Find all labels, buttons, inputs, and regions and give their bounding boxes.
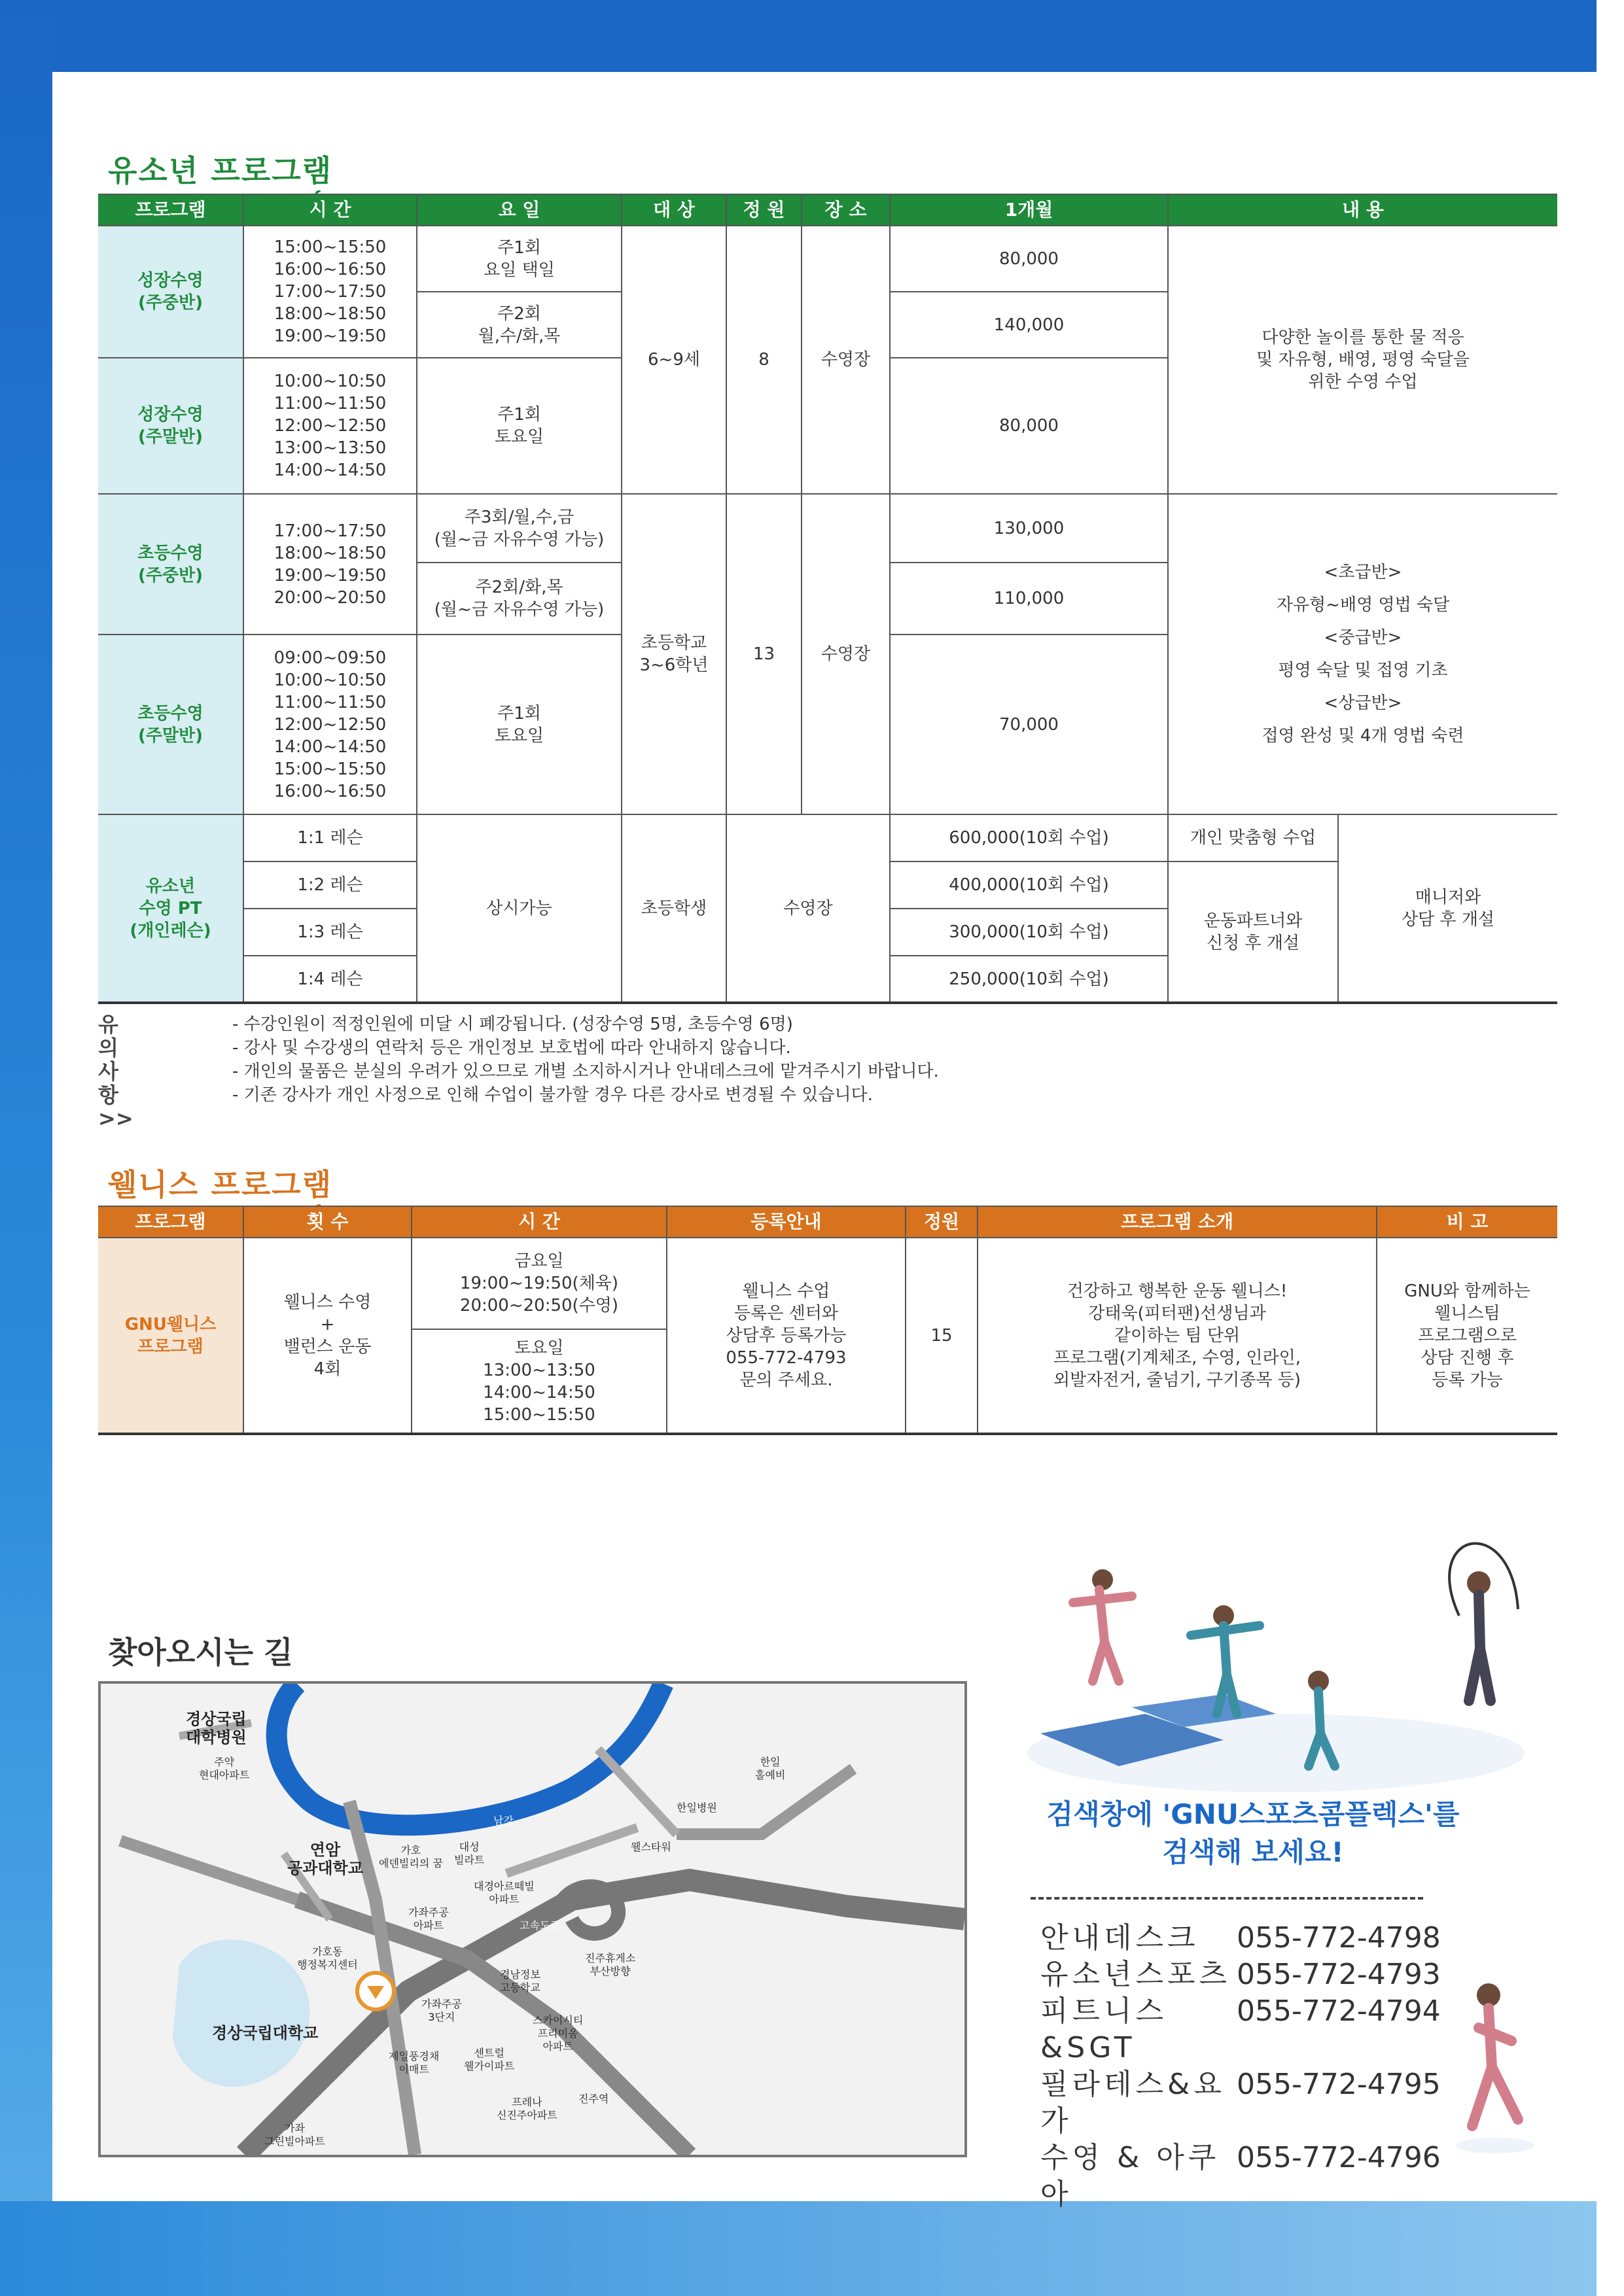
- program-name: 초등수영 (주말반): [98, 635, 243, 814]
- map-label-welsta: [631, 1841, 671, 1854]
- notes-list: [232, 1013, 1214, 1107]
- header-capacity: 정 원: [726, 194, 802, 226]
- price-cell: 250,000(10회 수업): [890, 956, 1168, 1003]
- time-list: [243, 494, 417, 635]
- time-slot: 11:00~11:50: [274, 394, 387, 413]
- map-label-text: 프레나 신진주아파트: [497, 2096, 557, 2121]
- lesson-cell: 1:3 레슨: [243, 909, 417, 956]
- time-list: [243, 226, 417, 358]
- page-frame-top: [0, 0, 1624, 72]
- time-slot: 16:00~16:50: [274, 781, 387, 801]
- wellness-title-text: 웰니스 프로그램: [108, 1167, 333, 1202]
- lesson-cell: 1:1 레슨: [243, 814, 417, 861]
- table-row: [98, 226, 1557, 292]
- map-label-text: 진주휴게소 부산방향: [585, 1952, 636, 1977]
- level-heading: <중급반>: [1324, 628, 1402, 648]
- table-row: [98, 494, 1557, 563]
- place-cell: 수영장: [726, 814, 890, 1003]
- count-cell: 웰니스 수영 + 밸런스 운동 4회: [243, 1238, 412, 1434]
- map-label-highway: [520, 1919, 560, 1932]
- map-label-text: 센트럴 웰가이파트: [464, 2047, 515, 2072]
- map-label-text: 연암 공과대학교: [287, 1841, 363, 1877]
- price-cell: 80,000: [890, 226, 1168, 292]
- content-cell: 운동파트너와 신청 후 개설: [1168, 861, 1338, 1003]
- program-name: 초등수영 (주중반): [98, 494, 243, 635]
- list-item: - 개인의 물품은 분실의 우려가 있으므로 개별 소지하시거나 안내데스크에 맡겨주시기 바랍니다.: [232, 1062, 939, 1081]
- contact-name: 수영 & 아쿠아: [1040, 2141, 1220, 2211]
- header-capacity: 정원: [906, 1206, 978, 1238]
- map-label-text: 가좌주공 3단지: [421, 1998, 462, 2023]
- time-slot: 09:00~09:50: [274, 648, 387, 668]
- contact-number: 055-772-4794: [1237, 1994, 1441, 2028]
- program-name: 성장수영 (주중반): [98, 226, 243, 358]
- time-slot: 15:00~15:50: [274, 759, 387, 779]
- time-slot: 19:00~19:50: [274, 565, 387, 585]
- page-frame-bottom: [0, 2201, 1624, 2296]
- wellness-section-title: [108, 1161, 332, 1204]
- youth-section-title: [108, 147, 332, 190]
- map-label-river: [493, 1815, 514, 1828]
- price-cell: 130,000: [890, 494, 1168, 563]
- day-cell: 주2회/화,목 (월~금 자유수영 가능): [417, 563, 622, 635]
- table-row: [98, 814, 1557, 861]
- header-time: 시 간: [243, 194, 417, 226]
- content-cell: [1168, 494, 1557, 814]
- time-slot: 15:00~15:50: [274, 237, 387, 257]
- price-cell: 80,000: [890, 358, 1168, 494]
- map-label-jua: [199, 1756, 249, 1782]
- day-cell: 상시가능: [417, 814, 622, 1003]
- map-label-text: 제일풍경채 이매트: [389, 2050, 440, 2076]
- map-label-text: 경남정보 고등학교: [500, 1968, 540, 1994]
- header-count: 횟 수: [243, 1206, 412, 1238]
- map-label-gnu: [212, 2024, 318, 2042]
- search-promo-text: 검색창에 'GNU스포츠콤플렉스'를 검색해 보세요!: [1046, 1798, 1460, 1868]
- day-cell: 주2회 월,수/화,목: [417, 292, 622, 358]
- header-intro: 프로그램 소개: [978, 1206, 1377, 1238]
- map-title: 찾아오시는 길: [108, 1635, 293, 1670]
- header-content: 내 용: [1168, 194, 1557, 226]
- wellness-header-row: [98, 1206, 1557, 1238]
- price-cell: 140,000: [890, 292, 1168, 358]
- program-name: 성장수영 (주말반): [98, 358, 243, 494]
- contact-number: 055-772-4793: [1237, 1958, 1441, 1991]
- map-label-text: 경상국립 대학병원: [186, 1710, 247, 1747]
- day-cell: 주1회 토요일: [417, 635, 622, 814]
- map-label-sky: [533, 2014, 583, 2053]
- map-label-text: 주약 현대아파트: [199, 1756, 250, 1781]
- day-cell: 주3회/월,수,금 (월~금 자유수영 가능): [417, 494, 622, 563]
- program-name: GNU웰니스 프로그램: [98, 1238, 243, 1434]
- time-slot: 13:00~13:50: [274, 438, 387, 458]
- content-cell: 개인 맞춤형 수업: [1168, 814, 1338, 861]
- time-slot: 11:00~11:50: [274, 692, 387, 712]
- time-slot: 16:00~16:50: [274, 260, 387, 279]
- map-label-gahodong: [297, 1945, 358, 1972]
- list-item: - 강사 및 수강생의 연락처 등은 개인정보 보호법에 따라 안내하지 않습니다.: [232, 1038, 791, 1058]
- time-list: [243, 358, 417, 494]
- youth-header-row: [98, 194, 1557, 226]
- map-label-central: [464, 2047, 514, 2073]
- price-cell: 400,000(10회 수업): [890, 861, 1168, 909]
- level-desc: 평영 숙달 및 접영 기초: [1278, 661, 1448, 680]
- time-slot: 14:00~14:50: [274, 461, 387, 480]
- map-label-text: 가좌주공 아파트: [408, 1906, 449, 1932]
- map-label-yeonam: [287, 1841, 363, 1877]
- map-label-gyeongnam: [500, 1968, 540, 1994]
- level-desc: 접영 완성 및 4개 영법 숙련: [1262, 726, 1464, 746]
- divider-dashed: [1031, 1897, 1423, 1900]
- lesson-cell: 1:4 레슨: [243, 956, 417, 1003]
- map-label-text: 고속도로: [520, 1919, 560, 1932]
- lesson-cell: 1:2 레슨: [243, 861, 417, 909]
- map-label-gaho: [379, 1844, 443, 1870]
- time-slot: 17:00~17:50: [274, 282, 387, 302]
- header-place: 장 소: [802, 194, 890, 226]
- day-cell: 주1회 토요일: [417, 358, 622, 494]
- contact-row: [1040, 2066, 1441, 2140]
- time-slot: 18:00~18:50: [274, 304, 387, 324]
- target-cell: 초등학교 3~6학년: [622, 494, 726, 814]
- map-label-jinju-station: [578, 2093, 609, 2106]
- map-label-hospital: [186, 1710, 247, 1747]
- price-cell: 110,000: [890, 563, 1168, 635]
- time-slot: 10:00~10:50: [274, 670, 387, 690]
- capacity-cell: 8: [726, 226, 802, 494]
- content-cell: 매니저와 상담 후 개설: [1338, 814, 1557, 1003]
- header-target: 대 상: [622, 194, 726, 226]
- target-cell: 초등학생: [622, 814, 726, 1003]
- header-monthly: 1개월: [890, 194, 1168, 226]
- map-label-daeseong: [454, 1841, 484, 1867]
- price-cell: 600,000(10회 수업): [890, 814, 1168, 861]
- contact-row: [1040, 1993, 1441, 2066]
- time-slot: 14:00~14:50: [274, 737, 387, 757]
- header-day: 요 일: [417, 194, 622, 226]
- header-program: 프로그램: [98, 194, 243, 226]
- fitness-people-illustration: [1001, 1518, 1538, 1792]
- contact-row: [1040, 2140, 1441, 2213]
- friday-time-cell: 금요일 19:00~19:50(체육) 20:00~20:50(수영): [412, 1238, 667, 1329]
- contact-row: [1040, 1957, 1441, 1993]
- map-label-hanil: [677, 1801, 717, 1815]
- capacity-cell: 15: [906, 1238, 978, 1434]
- header-program: 프로그램: [98, 1206, 243, 1238]
- runner-illustration: [1439, 1969, 1544, 2165]
- header-note: 비 고: [1377, 1206, 1557, 1238]
- time-slot: 12:00~12:50: [274, 416, 387, 436]
- table-row: [98, 1238, 1557, 1329]
- program-name: 유소년 수영 PT (개인레슨): [98, 814, 243, 1003]
- map-label-text: 대성 빌라트: [454, 1841, 485, 1866]
- notes-label: 유의사항>>: [98, 1012, 133, 1131]
- time-list: [243, 635, 417, 814]
- map-label-text: 진주역: [578, 2093, 609, 2105]
- contact-name: 유소년스포츠: [1040, 1958, 1231, 1991]
- place-cell: 수영장: [802, 226, 890, 494]
- place-cell: 수영장: [802, 494, 890, 814]
- contact-number: 055-772-4796: [1237, 2141, 1441, 2174]
- page-frame-left: [0, 0, 52, 2296]
- note-cell: GNU와 함께하는 웰니스팀 프로그램으로 상담 진행 후 등록 가능: [1377, 1238, 1557, 1434]
- contact-name: 필라테스&요가: [1040, 2068, 1226, 2138]
- map-label-text: 웰스타워: [631, 1841, 671, 1853]
- header-register: 등록안내: [667, 1206, 906, 1238]
- map-label-gajwa-green: [264, 2122, 325, 2148]
- header-time: 시 간: [412, 1206, 667, 1238]
- contact-name: 안내데스크: [1040, 1921, 1199, 1955]
- level-heading: <초급반>: [1324, 563, 1402, 582]
- time-slot: 20:00~20:50: [274, 587, 387, 608]
- map-label-text: 한일병원: [677, 1801, 717, 1814]
- map-label-text: 가호 에덴빌리의 꿈: [379, 1844, 443, 1870]
- map-label-jinju-rest: [585, 1952, 635, 1978]
- time-slot: 17:00~17:50: [274, 521, 387, 541]
- youth-program-table: [98, 194, 1557, 1004]
- time-slot: 10:00~10:50: [274, 372, 387, 391]
- map-label-text: 남강: [493, 1815, 514, 1827]
- level-desc: 자유형~배영 영법 숙달: [1276, 595, 1450, 615]
- contact-number: 055-772-4798: [1237, 1921, 1441, 1955]
- saturday-time-cell: 토요일 13:00~13:50 14:00~14:50 15:00~15:50: [412, 1329, 667, 1434]
- level-heading: <상급반>: [1324, 693, 1402, 713]
- day-cell: 주1회 요일 택일: [417, 226, 622, 292]
- contact-name: 피트니스&SGT: [1040, 1994, 1168, 2064]
- list-item: - 기존 강사가 개인 사정으로 인해 수업이 불가할 경우 다른 강사로 변경될 수 있습니다.: [232, 1085, 874, 1105]
- time-slot: 12:00~12:50: [274, 714, 387, 735]
- map-label-jeil: [389, 2050, 439, 2076]
- price-cell: 300,000(10회 수업): [890, 909, 1168, 956]
- map-label-gajwa3: [421, 1998, 462, 2024]
- register-cell: 웰니스 수업 등록은 센터와 상담후 등록가능 055-772-4793 문의 주세요.: [667, 1238, 906, 1434]
- map-label-text: 한일 홀예비: [755, 1756, 786, 1781]
- map-label-daegyeong: [474, 1880, 535, 1906]
- map-label-prena: [497, 2096, 557, 2122]
- map-label-text: 대경아르떼빌 아파트: [474, 1880, 535, 1905]
- list-item: - 수강인원이 적정인원에 미달 시 폐강됩니다. (성장수영 5명, 초등수영 6명): [232, 1015, 793, 1034]
- map-label-text: 경상국립대학교: [212, 2024, 319, 2042]
- capacity-cell: 13: [726, 494, 802, 814]
- content-cell: 다양한 놀이를 통한 물 적응 및 자유형, 배영, 평영 숙달을 위한 수영 수업: [1168, 226, 1557, 494]
- directions-map: [98, 1681, 967, 2157]
- contact-number: 055-772-4795: [1237, 2068, 1441, 2101]
- time-slot: 18:00~18:50: [274, 543, 387, 563]
- price-cell: 70,000: [890, 635, 1168, 814]
- intro-cell: 건강하고 행복한 운동 웰니스! 강태욱(피터팬)선생님과 같이하는 팀 단위 프로그램(기계체조, 수영, 인라인, 외발자전거, 줄넘기, 구기종목 등): [978, 1238, 1377, 1434]
- time-slot: 19:00~19:50: [274, 326, 387, 346]
- contact-row: [1040, 1920, 1441, 1957]
- map-label-text: 가호동 행정복지센터: [297, 1945, 358, 1971]
- wellness-program-table: [98, 1206, 1557, 1435]
- target-cell: 6~9세: [622, 226, 726, 494]
- map-label-hanilyebi: [755, 1756, 785, 1782]
- page-frame-right: [1597, 0, 1624, 2296]
- youth-title-text: 유소년 프로그램: [108, 153, 333, 188]
- map-label-text: 스카이시티 프리미움 아파트: [533, 2014, 584, 2053]
- map-label-text: 가좌 그린빌아파트: [264, 2122, 325, 2148]
- contact-list: [1040, 1920, 1441, 2213]
- map-label-gajwa1: [408, 1906, 449, 1932]
